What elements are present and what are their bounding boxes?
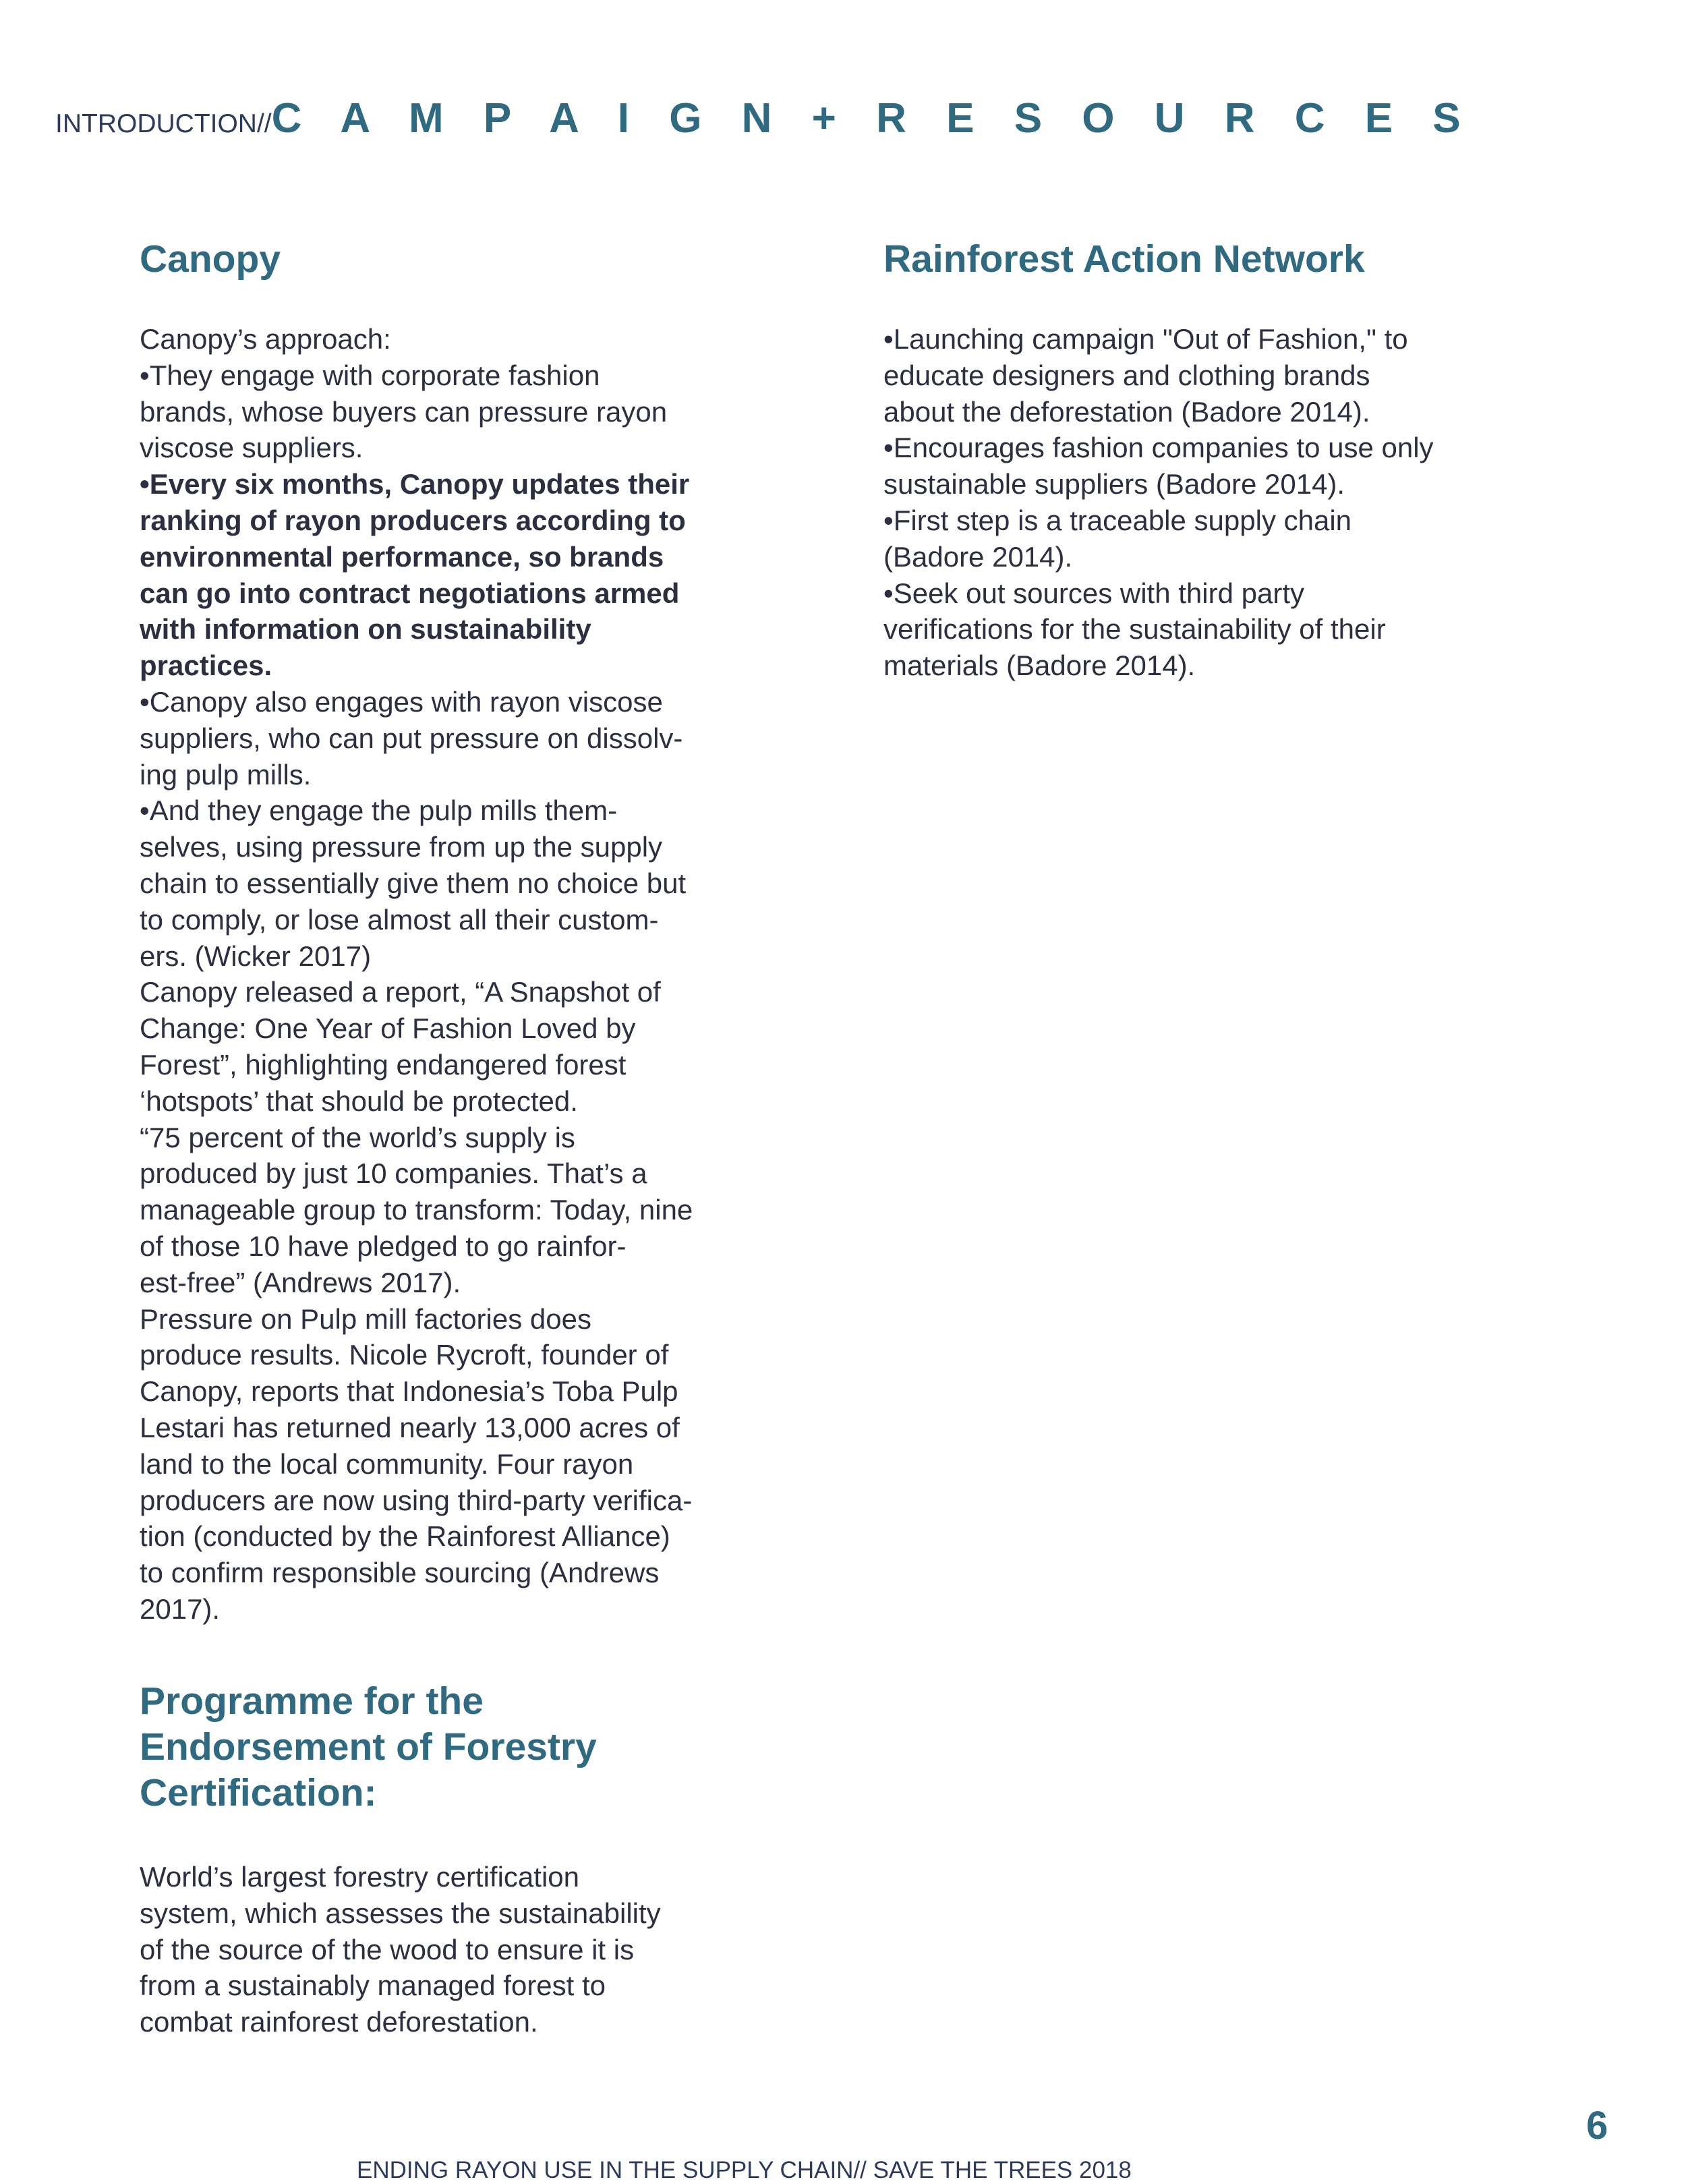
canopy-line: ers. (Wicker 2017) [140,940,372,972]
canopy-line: land to the local community. Four rayon [140,1447,634,1480]
canopy-line: to comply, or lose almost all their custom- [140,903,659,936]
ran-body [883,321,1592,684]
canopy-line: brands, whose buyers can pressure rayon [140,395,668,428]
page-number: 6 [1586,2104,1608,2148]
canopy-line: viscose suppliers. [140,432,364,464]
canopy-line: with information on sustainability [140,613,591,645]
canopy-line: produced by just 10 companies. That’s a [140,1157,647,1190]
ran-line: educate designers and clothing brands [883,359,1370,391]
pefc-heading-block [140,1678,814,1816]
ran-line: verifications for the sustainability of their [883,613,1386,645]
canopy-line: manageable group to transform: Today, nine [140,1194,693,1226]
canopy-line: •And they engage the pulp mills them- [140,795,618,827]
canopy-heading: Canopy [140,237,281,281]
header-prefix: INTRODUCTION// [55,109,272,138]
canopy-line: est-free” (Andrews 2017). [140,1266,461,1298]
pefc-line: World’s largest forestry certification [140,1861,580,1893]
pefc-body [140,1859,814,2040]
canopy-line: Canopy, reports that Indonesia’s Toba Pulp [140,1375,678,1408]
ran-section [883,236,1592,684]
canopy-line: •Canopy also engages with rayon viscose [140,685,663,718]
header-title: C A M P A I G N + R E S O U R C E S [271,95,1475,142]
ran-line: •Launching campaign "Out of Fashion," to [883,323,1408,355]
canopy-line: selves, using pressure from up the supply [140,831,663,863]
canopy-section [140,236,767,1628]
canopy-line: environmental performance, so brands [140,540,664,573]
pefc-line: combat rainforest deforestation. [140,2006,538,2038]
ran-heading: Rainforest Action Network [883,237,1365,281]
canopy-line: 2017). [140,1592,221,1625]
pefc-heading-line: Programme for the [140,1679,484,1723]
pefc-heading-line: Certification: [140,1771,377,1814]
canopy-line: “75 percent of the world’s supply is [140,1121,575,1153]
ran-line: sustainable suppliers (Badore 2014). [883,468,1345,500]
canopy-line: Lestari has returned nearly 13,000 acres of [140,1411,680,1443]
canopy-line: tion (conducted by the Rainforest Alliance) [140,1520,670,1553]
canopy-line: suppliers, who can put pressure on dissolv- [140,722,683,754]
canopy-line: •They engage with corporate fashion [140,359,600,391]
canopy-line: practices. [140,650,272,682]
ran-line: •Encourages fashion companies to use only [883,432,1434,464]
canopy-line: Change: One Year of Fashion Loved by [140,1012,636,1045]
ran-line: •Seek out sources with third party [883,577,1304,609]
canopy-line: produce results. Nicole Rycroft, founder of [140,1339,669,1371]
ran-line: about the deforestation (Badore 2014). [883,395,1370,428]
ran-line: •First step is a traceable supply chain [883,504,1352,536]
canopy-line: Canopy released a report, “A Snapshot of [140,976,661,1008]
canopy-line: of those 10 have pledged to go rainfor- [140,1230,627,1262]
page-footer: ENDING RAYON USE IN THE SUPPLY CHAIN// SAVE THE TREES 2018 [357,2157,1132,2183]
canopy-line: Canopy’s approach: [140,323,391,355]
canopy-line: producers are now using third-party verifica- [140,1484,693,1516]
pefc-line: system, which assesses the sustainability [140,1897,661,1929]
pefc-line: from a sustainably managed forest to [140,1970,606,2002]
canopy-line: Forest”, highlighting endangered forest [140,1048,627,1081]
canopy-line: •Every six months, Canopy updates their [140,468,690,500]
canopy-line: can go into contract negotiations armed [140,577,680,609]
ran-line: (Badore 2014). [883,540,1073,573]
pefc-line: of the source of the wood to ensure it is [140,1933,635,1965]
canopy-line: ‘hotspots’ that should be protected. [140,1085,578,1117]
canopy-body [140,321,767,1628]
page-header [55,94,1475,142]
pefc-heading [140,1678,814,1816]
canopy-line: chain to essentially give them no choice but [140,867,687,899]
pefc-heading-line: Endorsement of Forestry [140,1725,597,1769]
ran-line: materials (Badore 2014). [883,650,1196,682]
canopy-line: Pressure on Pulp mill factories does [140,1302,591,1335]
canopy-line: ing pulp mills. [140,758,312,791]
canopy-line: to confirm responsible sourcing (Andrews [140,1557,660,1589]
canopy-line: ranking of rayon producers according to [140,504,686,536]
